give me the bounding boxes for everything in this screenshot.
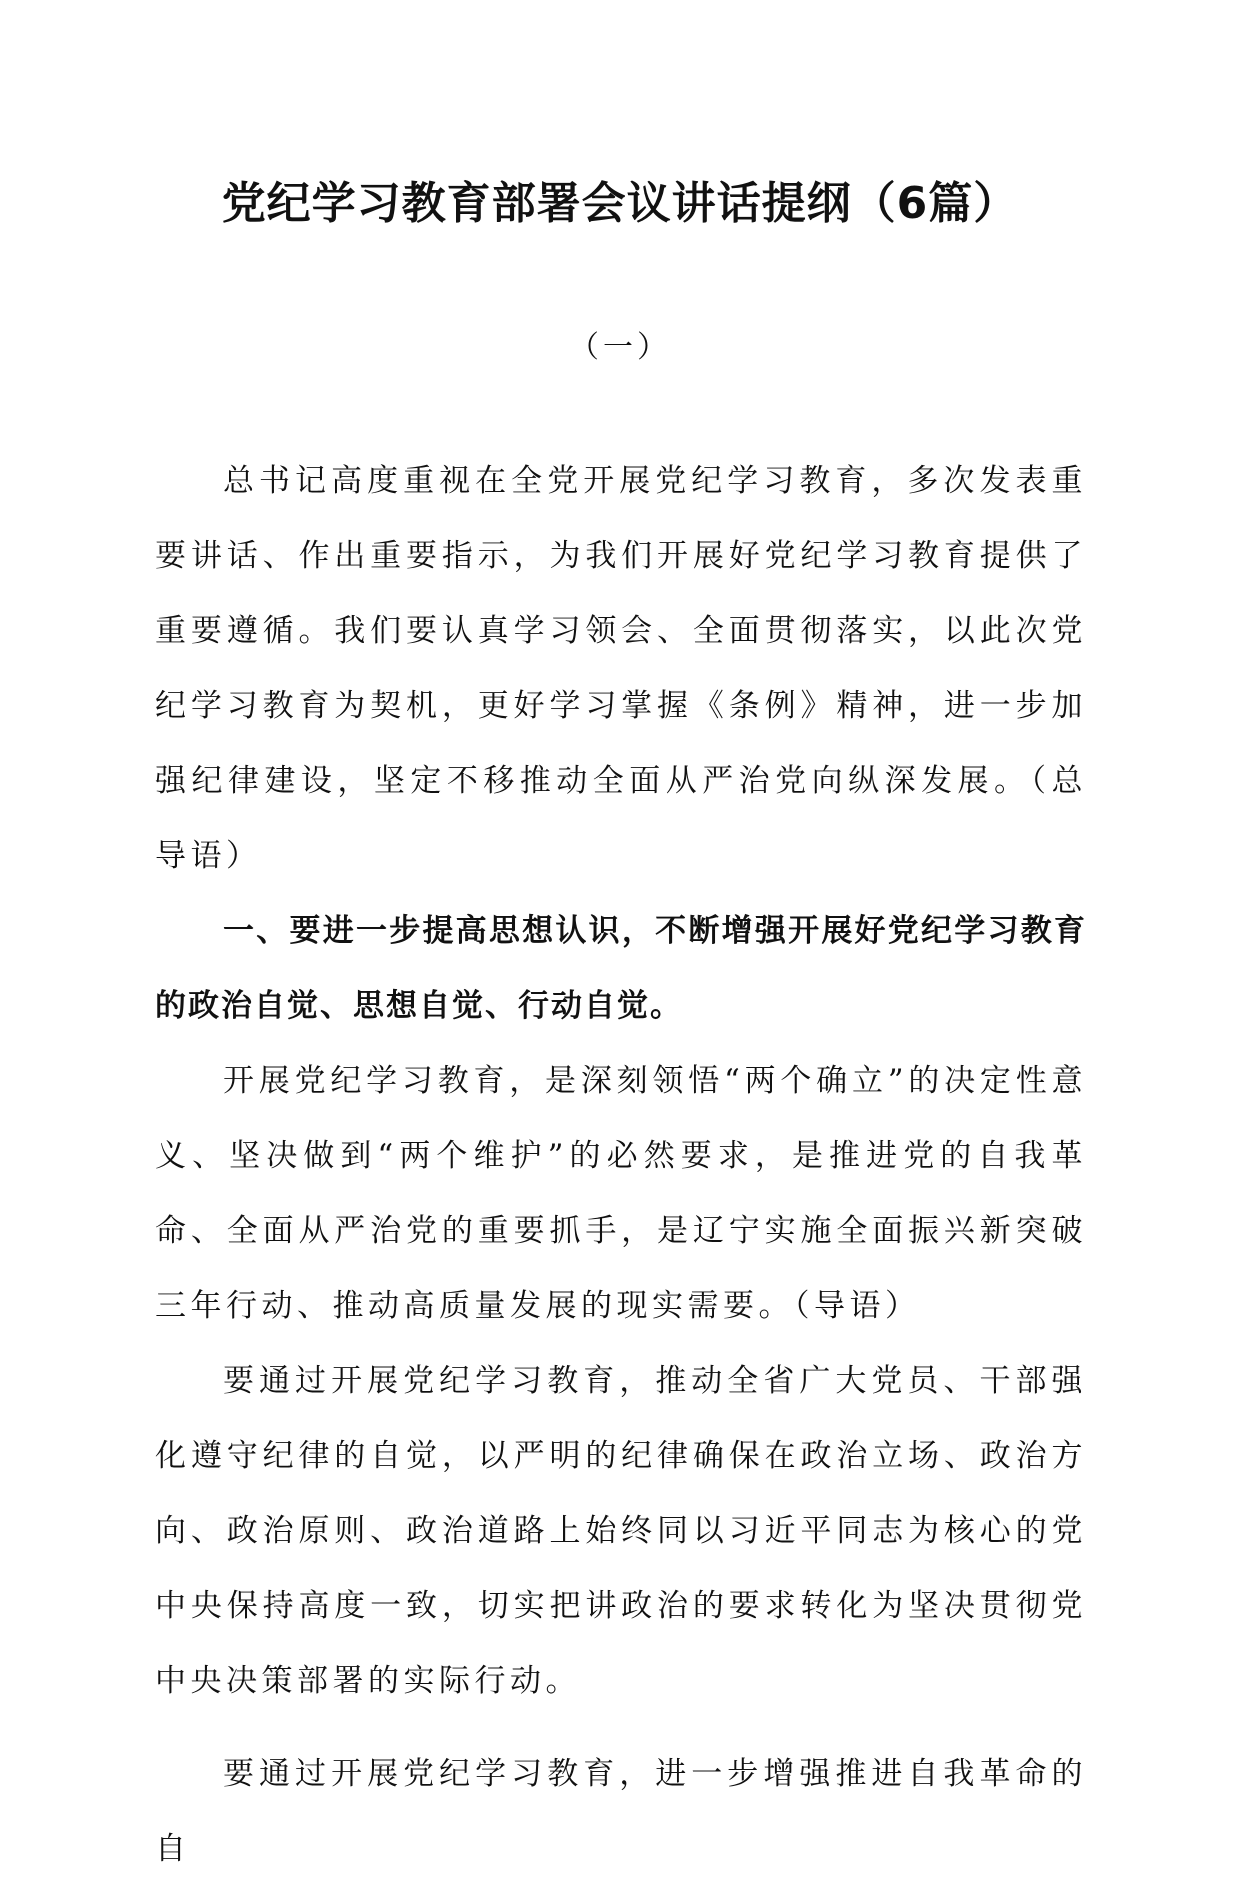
paragraph-body: 要通过开展党纪学习教育，进一步增强推进自我革命的自 [155, 1756, 1087, 1867]
section-heading-1: 一、要进一步提高思想认识，不断增强开展好党纪学习教育的政治自觉、思想自觉、行动自觉。 [155, 913, 1087, 1024]
document-body [155, 444, 1087, 1887]
paragraph-intro: 总书记高度重视在全党开展党纪学习教育，多次发表重要讲话、作出重要指示，为我们开展好党纪学习教育提供了重要遵循。我们要认真学习领会、全面贯彻落实，以此次党纪学习教育为契机，更好学习掌握《条例》精神，进一步加强纪律建设，坚定不移推动全面从严治党向纵深发展。（总导语） [155, 463, 1087, 874]
paragraph-body: 要通过开展党纪学习教育，推动全省广大党员、干部强化遵守纪律的自觉，以严明的纪律确保在政治立场、政治方向、政治原则、政治道路上始终同以习近平同志为核心的党中央保持高度一致，切实把讲政治的要求转化为坚决贯彻党中央决策部署的实际行动。 [155, 1363, 1087, 1699]
paragraph-lead: 开展党纪学习教育，是深刻领悟“两个确立”的决定性意义、坚决做到“两个维护”的必然要求，是推进党的自我革命、全面从严治党的重要抓手，是辽宁实施全面振兴新突破三年行动、推动高质量发展的现实需要。（导语） [155, 1063, 1087, 1324]
document-title: 党纪学习教育部署会议讲话提纲（6篇） [221, 178, 1019, 229]
section-number: （一） [569, 330, 671, 365]
